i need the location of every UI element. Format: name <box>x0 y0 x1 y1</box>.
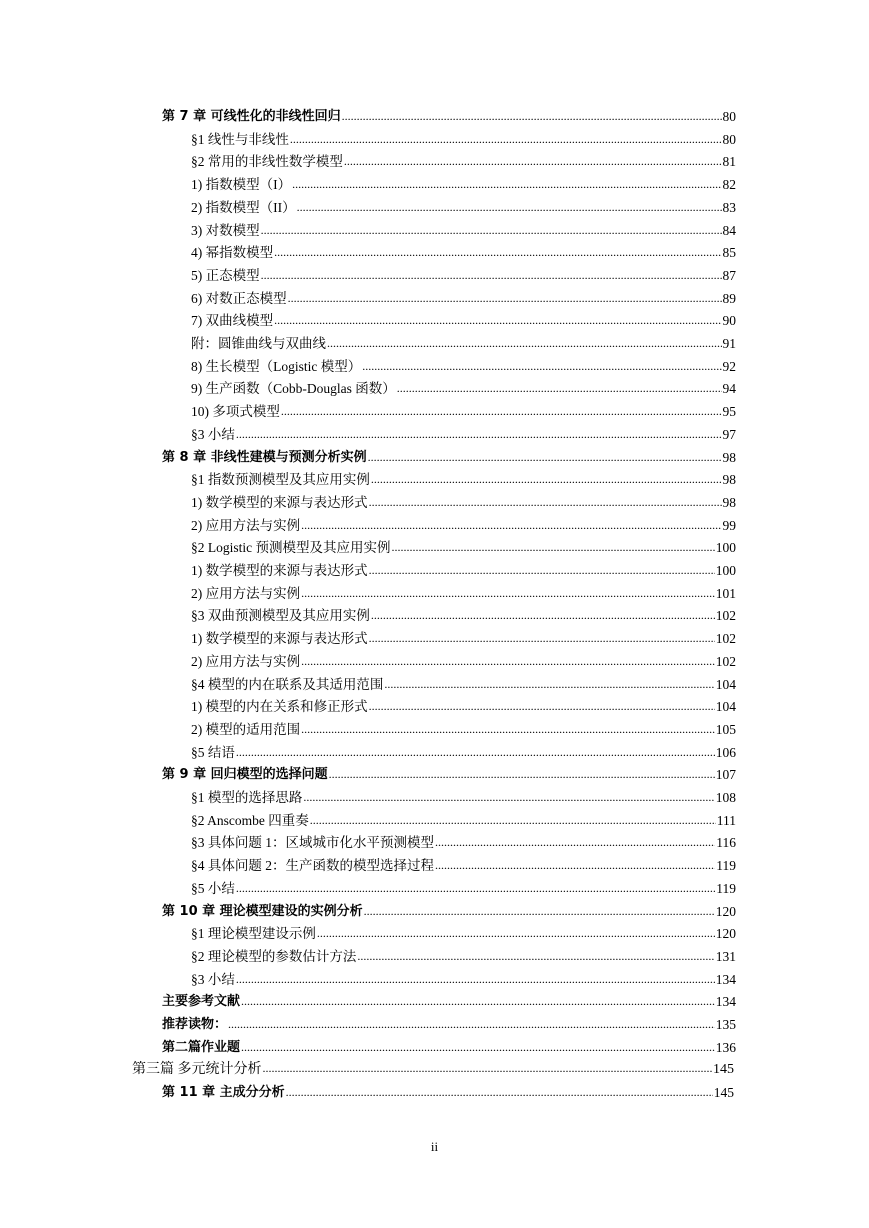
toc-entry[interactable] <box>191 308 736 330</box>
toc-entry-label: 1) 指数模型（I） <box>191 177 292 193</box>
toc-chapter-entry[interactable] <box>162 762 736 784</box>
toc-entry-page: 98 <box>722 472 736 488</box>
toc-entry[interactable] <box>191 626 736 648</box>
toc-entry-page: 120 <box>715 903 736 919</box>
toc-entry-label: 第 7 章 可线性化的非线性回归 <box>162 109 341 124</box>
toc-leader-dots <box>236 743 715 761</box>
toc-leader-dots <box>301 584 715 602</box>
toc-entry-label: §3 具体问题 1：区域城市化水平预测模型 <box>191 835 434 851</box>
toc-entry-page: 98 <box>722 494 736 510</box>
toc-entry-label: §2 Anscombe 四重奏 <box>191 812 309 828</box>
toc-entry-page: 104 <box>715 699 736 715</box>
toc-entry[interactable] <box>191 240 736 262</box>
toc-entry-label: 2) 指数模型（II） <box>191 199 296 215</box>
toc-leader-dots <box>310 811 716 829</box>
toc-chapter-entry[interactable] <box>162 1080 734 1102</box>
toc-entry[interactable] <box>191 218 736 240</box>
toc-entry-label: 1) 数学模型的来源与表达形式 <box>191 563 368 578</box>
toc-entry[interactable] <box>191 535 736 557</box>
toc-entry-page: 100 <box>715 540 736 556</box>
toc-leader-dots <box>301 652 715 670</box>
toc-leader-dots <box>228 1015 715 1033</box>
toc-entry-page: 100 <box>715 563 736 578</box>
toc-leader-dots <box>435 856 715 874</box>
toc-entry-page: 94 <box>722 381 736 397</box>
toc-entry-label: 第 10 章 理论模型建设的实例分析 <box>162 903 363 919</box>
toc-entry[interactable] <box>191 967 736 989</box>
toc-entry-page: 111 <box>716 812 736 828</box>
toc-entry[interactable] <box>191 558 736 580</box>
toc-leader-dots <box>384 675 714 693</box>
toc-entry-page: 95 <box>722 404 736 420</box>
toc-entry-page: 87 <box>722 267 736 283</box>
toc-entry-page: 101 <box>715 585 736 601</box>
toc-entry-label: 推荐读物： <box>162 1017 228 1032</box>
toc-entry-page: 84 <box>722 222 736 238</box>
toc-entry-page: 80 <box>722 109 736 124</box>
toc-entry[interactable] <box>191 399 736 421</box>
toc-entry-label: 3) 对数模型 <box>191 222 260 238</box>
toc-leader-dots <box>357 947 714 965</box>
toc-leader-dots <box>301 516 721 534</box>
toc-leader-dots <box>261 221 722 239</box>
toc-entry[interactable] <box>191 581 736 603</box>
toc-entry[interactable] <box>191 490 736 512</box>
toc-entry-label: 7) 双曲线模型 <box>191 313 274 329</box>
toc-entry-page: 81 <box>722 154 736 170</box>
toc-leader-dots <box>297 198 722 216</box>
toc-entry-page: 99 <box>722 517 736 533</box>
toc-entry[interactable] <box>191 853 736 875</box>
toc-entry[interactable] <box>191 376 736 398</box>
toc-entry-label: 5) 正态模型 <box>191 267 260 283</box>
toc-entry-label: 8) 生长模型（Logistic 模型） <box>191 358 362 374</box>
toc-leader-dots <box>369 697 715 715</box>
toc-entry-label: 9) 生产函数（Cobb-Douglas 函数） <box>191 381 396 397</box>
toc-chapter-entry[interactable] <box>162 1035 736 1057</box>
toc-entry[interactable] <box>191 149 736 171</box>
toc-entry-page: 145 <box>713 1085 734 1101</box>
toc-leader-dots <box>371 470 722 488</box>
toc-entry-label: §2 Logistic 预测模型及其应用实例 <box>191 540 391 556</box>
toc-leader-dots <box>236 879 715 897</box>
toc-entry-page: 134 <box>715 971 736 987</box>
toc-leader-dots <box>369 561 715 579</box>
toc-entry[interactable] <box>191 127 736 149</box>
toc-leader-dots <box>261 266 722 284</box>
toc-entry-page: 102 <box>715 608 736 624</box>
toc-entry[interactable] <box>191 513 736 535</box>
toc-entry[interactable] <box>191 785 736 807</box>
toc-leader-dots <box>241 992 715 1010</box>
toc-entry-label: §3 小结 <box>191 426 235 442</box>
toc-entry-label: §4 具体问题 2：生产函数的模型选择过程 <box>191 858 434 874</box>
toc-entry-label: 1) 数学模型的来源与表达形式 <box>191 631 368 647</box>
toc-entry-label: 第 9 章 回归模型的选择问题 <box>162 767 328 783</box>
toc-entry-page: 102 <box>715 653 736 669</box>
toc-entry-label: §1 指数预测模型及其应用实例 <box>191 472 370 488</box>
toc-entry-label: §2 常用的非线性数学模型 <box>191 154 343 170</box>
toc-leader-dots <box>274 243 721 261</box>
toc-leader-dots <box>290 130 722 148</box>
toc-leader-dots <box>369 493 722 511</box>
toc-entry-label: 1) 模型的内在关系和修正形式 <box>191 699 368 715</box>
toc-chapter-entry[interactable] <box>162 445 736 467</box>
toc-entry-label: 第 8 章 非线性建模与预测分析实例 <box>162 449 367 465</box>
toc-entry[interactable] <box>191 649 736 671</box>
toc-leader-dots <box>342 107 722 125</box>
toc-chapter-entry[interactable] <box>162 104 736 126</box>
toc-entry-page: 83 <box>722 199 736 215</box>
toc-entry-page: 134 <box>715 994 736 1010</box>
toc-leader-dots <box>369 629 715 647</box>
toc-entry-page: 135 <box>715 1017 736 1032</box>
toc-leader-dots <box>362 357 721 375</box>
toc-entry-label: 附：圆锥曲线与双曲线 <box>191 336 326 351</box>
toc-entry-page: 119 <box>716 858 736 874</box>
toc-part-entry[interactable] <box>132 1057 734 1079</box>
toc-entry[interactable] <box>191 740 736 762</box>
toc-entry-label: 第二篇作业题 <box>162 1039 241 1055</box>
toc-leader-dots <box>288 289 722 307</box>
toc-leader-dots <box>368 448 722 466</box>
toc-entry[interactable] <box>191 921 736 943</box>
toc-entry-label: §5 结语 <box>191 744 235 760</box>
toc-entry-page: 102 <box>715 631 736 647</box>
toc-entry-label: 6) 对数正态模型 <box>191 290 287 306</box>
toc-entry-page: 98 <box>722 449 736 465</box>
toc-entry[interactable] <box>191 694 736 716</box>
toc-leader-dots <box>344 152 722 170</box>
toc-entry-page: 136 <box>715 1039 736 1055</box>
toc-entry[interactable] <box>191 944 736 966</box>
toc-leader-dots <box>236 970 715 988</box>
toc-entry-page: 92 <box>722 358 736 374</box>
toc-entry[interactable] <box>191 354 736 376</box>
toc-leader-dots <box>397 379 722 397</box>
toc-entry-label: 10) 多项式模型 <box>191 404 280 420</box>
toc-leader-dots <box>392 538 715 556</box>
toc-entry-page: 91 <box>722 336 736 351</box>
toc-entry[interactable] <box>191 603 736 625</box>
toc-entry-page: 116 <box>716 835 736 851</box>
toc-chapter-entry[interactable] <box>162 989 736 1011</box>
toc-entry-label: §4 模型的内在联系及其适用范围 <box>191 676 384 692</box>
toc-entry[interactable] <box>191 422 736 444</box>
toc-entry-page: 106 <box>715 744 736 760</box>
toc-leader-dots <box>329 765 715 783</box>
toc-leader-dots <box>286 1083 713 1101</box>
toc-entry-page: 89 <box>722 290 736 306</box>
toc-entry-label: §5 小结 <box>191 880 235 896</box>
toc-entry[interactable] <box>191 286 736 308</box>
toc-entry-page: 107 <box>715 767 736 783</box>
toc-entry-page: 120 <box>715 926 736 942</box>
toc-entry-label: §1 模型的选择思路 <box>191 790 303 805</box>
toc-entry-label: 第三篇 多元统计分析 <box>132 1062 262 1078</box>
toc-entry-label: 第 11 章 主成分分析 <box>162 1085 285 1101</box>
toc-entry-page: 82 <box>722 177 736 193</box>
toc-entry-page: 85 <box>722 245 736 261</box>
toc-entry-label: 2) 应用方法与实例 <box>191 653 301 669</box>
toc-entry-label: 主要参考文献 <box>162 994 241 1010</box>
toc-entry-label: §1 线性与非线性 <box>191 131 289 147</box>
toc-entry-page: 97 <box>722 426 736 442</box>
toc-entry-page: 90 <box>722 313 736 329</box>
toc-entry-page: 108 <box>715 790 736 805</box>
toc-entry[interactable] <box>191 172 736 194</box>
page-number: ii <box>430 1139 439 1154</box>
toc-entry-page: 145 <box>713 1062 734 1078</box>
toc-entry-page: 131 <box>715 948 736 964</box>
toc-entry-page: 119 <box>716 880 736 896</box>
toc-entry[interactable] <box>191 331 736 353</box>
toc-leader-dots <box>317 924 715 942</box>
toc-entry-label: 2) 应用方法与实例 <box>191 517 301 533</box>
toc-entry[interactable] <box>191 195 736 217</box>
toc-leader-dots <box>364 902 715 920</box>
toc-leader-dots <box>274 311 721 329</box>
toc-chapter-entry[interactable] <box>162 1012 736 1034</box>
toc-entry[interactable] <box>191 467 736 489</box>
toc-entry-label: §3 小结 <box>191 971 235 987</box>
toc-leader-dots <box>241 1038 715 1056</box>
toc-entry-page: 104 <box>715 676 736 692</box>
toc-entry-label: 4) 幂指数模型 <box>191 245 274 261</box>
toc-entry-page: 105 <box>715 721 736 737</box>
toc-leader-dots <box>263 1059 713 1078</box>
toc-entry[interactable] <box>191 263 736 285</box>
toc-entry-label: 1) 数学模型的来源与表达形式 <box>191 494 368 510</box>
toc-entry[interactable] <box>191 876 736 898</box>
toc-entry[interactable] <box>191 808 736 830</box>
toc-entry[interactable] <box>191 717 736 739</box>
toc-leader-dots <box>435 833 715 851</box>
toc-entry-label: §3 双曲预测模型及其应用实例 <box>191 608 370 624</box>
toc-entry-label: 2) 应用方法与实例 <box>191 585 301 601</box>
toc-leader-dots <box>303 788 714 806</box>
toc-entry[interactable] <box>191 672 736 694</box>
toc-leader-dots <box>236 425 722 443</box>
toc-entry-label: §2 理论模型的参数估计方法 <box>191 948 357 964</box>
toc-leader-dots <box>281 402 722 420</box>
toc-leader-dots <box>301 720 715 738</box>
toc-entry-page: 80 <box>722 131 736 147</box>
toc-entry-label: 2) 模型的适用范围 <box>191 721 301 737</box>
toc-entry[interactable] <box>191 830 736 852</box>
toc-leader-dots <box>327 334 722 352</box>
toc-chapter-entry[interactable] <box>162 899 736 921</box>
toc-leader-dots <box>371 606 715 624</box>
toc-entry-label: §1 理论模型建设示例 <box>191 926 316 942</box>
toc-leader-dots <box>292 175 721 193</box>
